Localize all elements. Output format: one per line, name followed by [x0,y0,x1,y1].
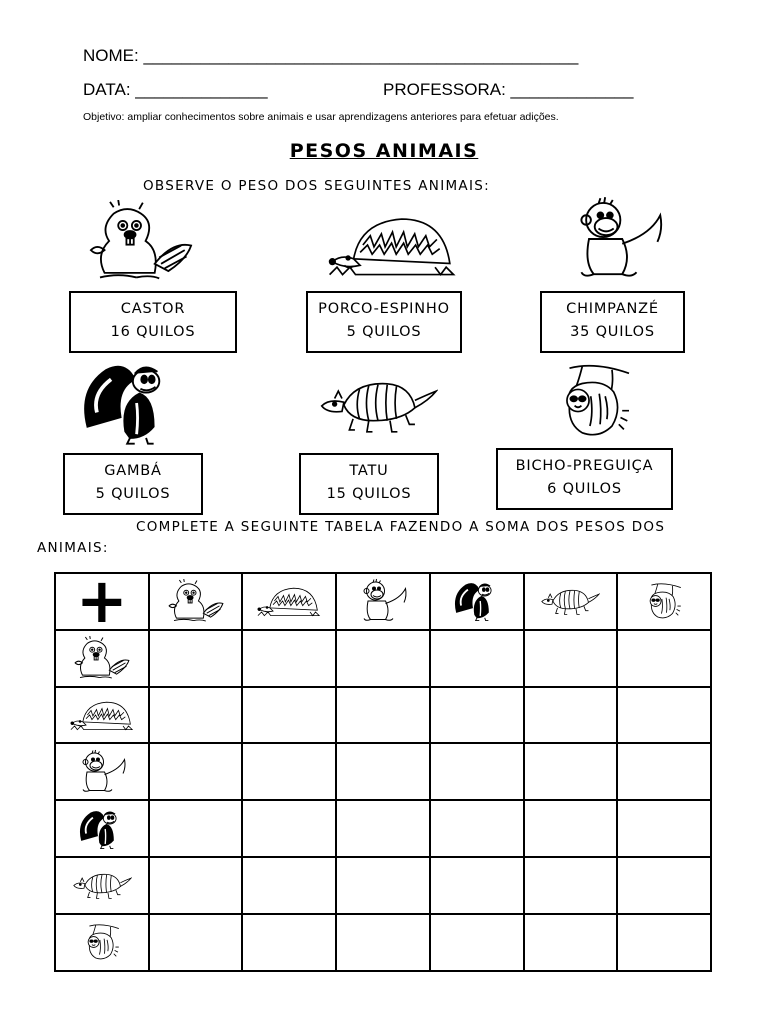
animal-name: CHIMPANZÉ [566,301,659,317]
answer-cell[interactable] [336,914,430,971]
row-header-cell [55,857,149,914]
answer-cell[interactable] [430,687,524,744]
answer-cell[interactable] [149,630,243,687]
table-row [55,743,711,800]
answer-cell[interactable] [242,743,336,800]
answer-cell[interactable] [430,914,524,971]
animal-weight: 15 QUILOS [326,486,412,502]
answer-cell[interactable] [524,857,618,914]
header-cell [336,573,430,630]
animal-weight: 16 QUILOS [110,324,196,340]
plus-icon: + [75,563,128,637]
answer-cell[interactable] [430,857,524,914]
name-field-label[interactable]: NOME: ______________________________________________ [83,46,579,65]
header-cell [524,573,618,630]
answer-cell[interactable] [617,857,711,914]
animal-name: PORCO-ESPINHO [318,301,450,317]
answer-cell[interactable] [336,800,430,857]
header-cell [617,573,711,630]
addition-table [54,563,712,972]
skunk-icon [452,579,502,623]
header-cell [149,573,243,630]
answer-cell[interactable] [242,630,336,687]
chimpanzee-icon [358,578,408,624]
answer-cell[interactable] [242,800,336,857]
skunk-icon [77,807,127,851]
beaver-icon [71,636,133,680]
answer-cell[interactable] [336,857,430,914]
answer-cell[interactable] [336,687,430,744]
sloth-icon [550,358,640,443]
row-header-cell [55,630,149,687]
chimpanzee-icon [77,749,127,795]
table-row [55,687,711,744]
answer-cell[interactable] [524,630,618,687]
armadillo-icon [540,584,600,618]
complete-instruction: COMPLETE A SEGUINTE TABELA FAZENDO A SOMA DOS PESOS DOS [136,519,666,535]
skunk-icon [78,358,182,448]
animal-weight: 5 QUILOS [95,486,171,502]
answer-cell[interactable] [149,743,243,800]
answer-cell[interactable] [524,800,618,857]
answer-cell[interactable] [149,857,243,914]
animal-card-gamba [63,453,203,515]
answer-cell[interactable] [524,743,618,800]
animal-card-tatu [299,453,439,515]
animal-card-castor [69,291,237,353]
answer-cell[interactable] [242,687,336,744]
row-header-cell [55,743,149,800]
header-cell [242,573,336,630]
table-row [55,857,711,914]
answer-cell[interactable] [149,800,243,857]
animal-name: TATU [349,463,389,479]
sloth-icon [80,921,124,963]
armadillo-icon [318,372,438,438]
sloth-icon [642,580,686,622]
answer-cell[interactable] [617,630,711,687]
hedgehog-icon [325,208,460,282]
answer-cell[interactable] [242,857,336,914]
armadillo-icon [72,868,132,902]
chimpanzee-icon [570,195,665,283]
answer-cell[interactable] [524,914,618,971]
animal-name: GAMBÁ [104,463,162,479]
answer-cell[interactable] [430,800,524,857]
answer-cell[interactable] [617,743,711,800]
animal-weight: 5 QUILOS [346,324,422,340]
complete-instruction-cont: ANIMAIS: [37,540,109,556]
animal-name: CASTOR [120,301,186,317]
corner-cell [55,563,149,637]
answer-cell[interactable] [524,687,618,744]
hedgehog-icon [70,696,134,734]
row-header-cell [55,914,149,971]
header-cell [430,573,524,630]
animal-name: BICHO-PREGUIÇA [515,458,654,474]
table-row [55,914,711,971]
objective-text: Objetivo: ampliar conhecimentos sobre animais e usar aprendizagens anteriores para efetuar adições. [83,111,559,123]
animal-weight: 6 QUILOS [547,481,622,497]
page-title: PESOS ANIMAIS [289,140,479,162]
answer-cell[interactable] [149,914,243,971]
animal-card-porco-espinho [306,291,462,353]
row-header-cell [55,800,149,857]
answer-cell[interactable] [149,687,243,744]
animal-card-bicho-preguica [496,448,673,510]
answer-cell[interactable] [617,687,711,744]
table-row [55,630,711,687]
answer-cell[interactable] [336,630,430,687]
date-field-label[interactable]: DATA: ______________ [83,80,268,99]
animal-weight: 35 QUILOS [570,324,655,340]
answer-cell[interactable] [430,630,524,687]
answer-cell[interactable] [617,800,711,857]
answer-cell[interactable] [430,743,524,800]
hedgehog-icon [257,582,321,620]
animal-card-chimpanze [540,291,685,353]
table-header-row [55,573,711,630]
beaver-icon [80,200,202,282]
answer-cell[interactable] [617,914,711,971]
row-header-cell [55,687,149,744]
answer-cell[interactable] [242,914,336,971]
observe-instruction: OBSERVE O PESO DOS SEGUINTES ANIMAIS: [143,178,490,194]
table-row [55,800,711,857]
beaver-icon [165,579,227,623]
answer-cell[interactable] [336,743,430,800]
teacher-field-label[interactable]: PROFESSORA: _____________ [383,80,634,99]
